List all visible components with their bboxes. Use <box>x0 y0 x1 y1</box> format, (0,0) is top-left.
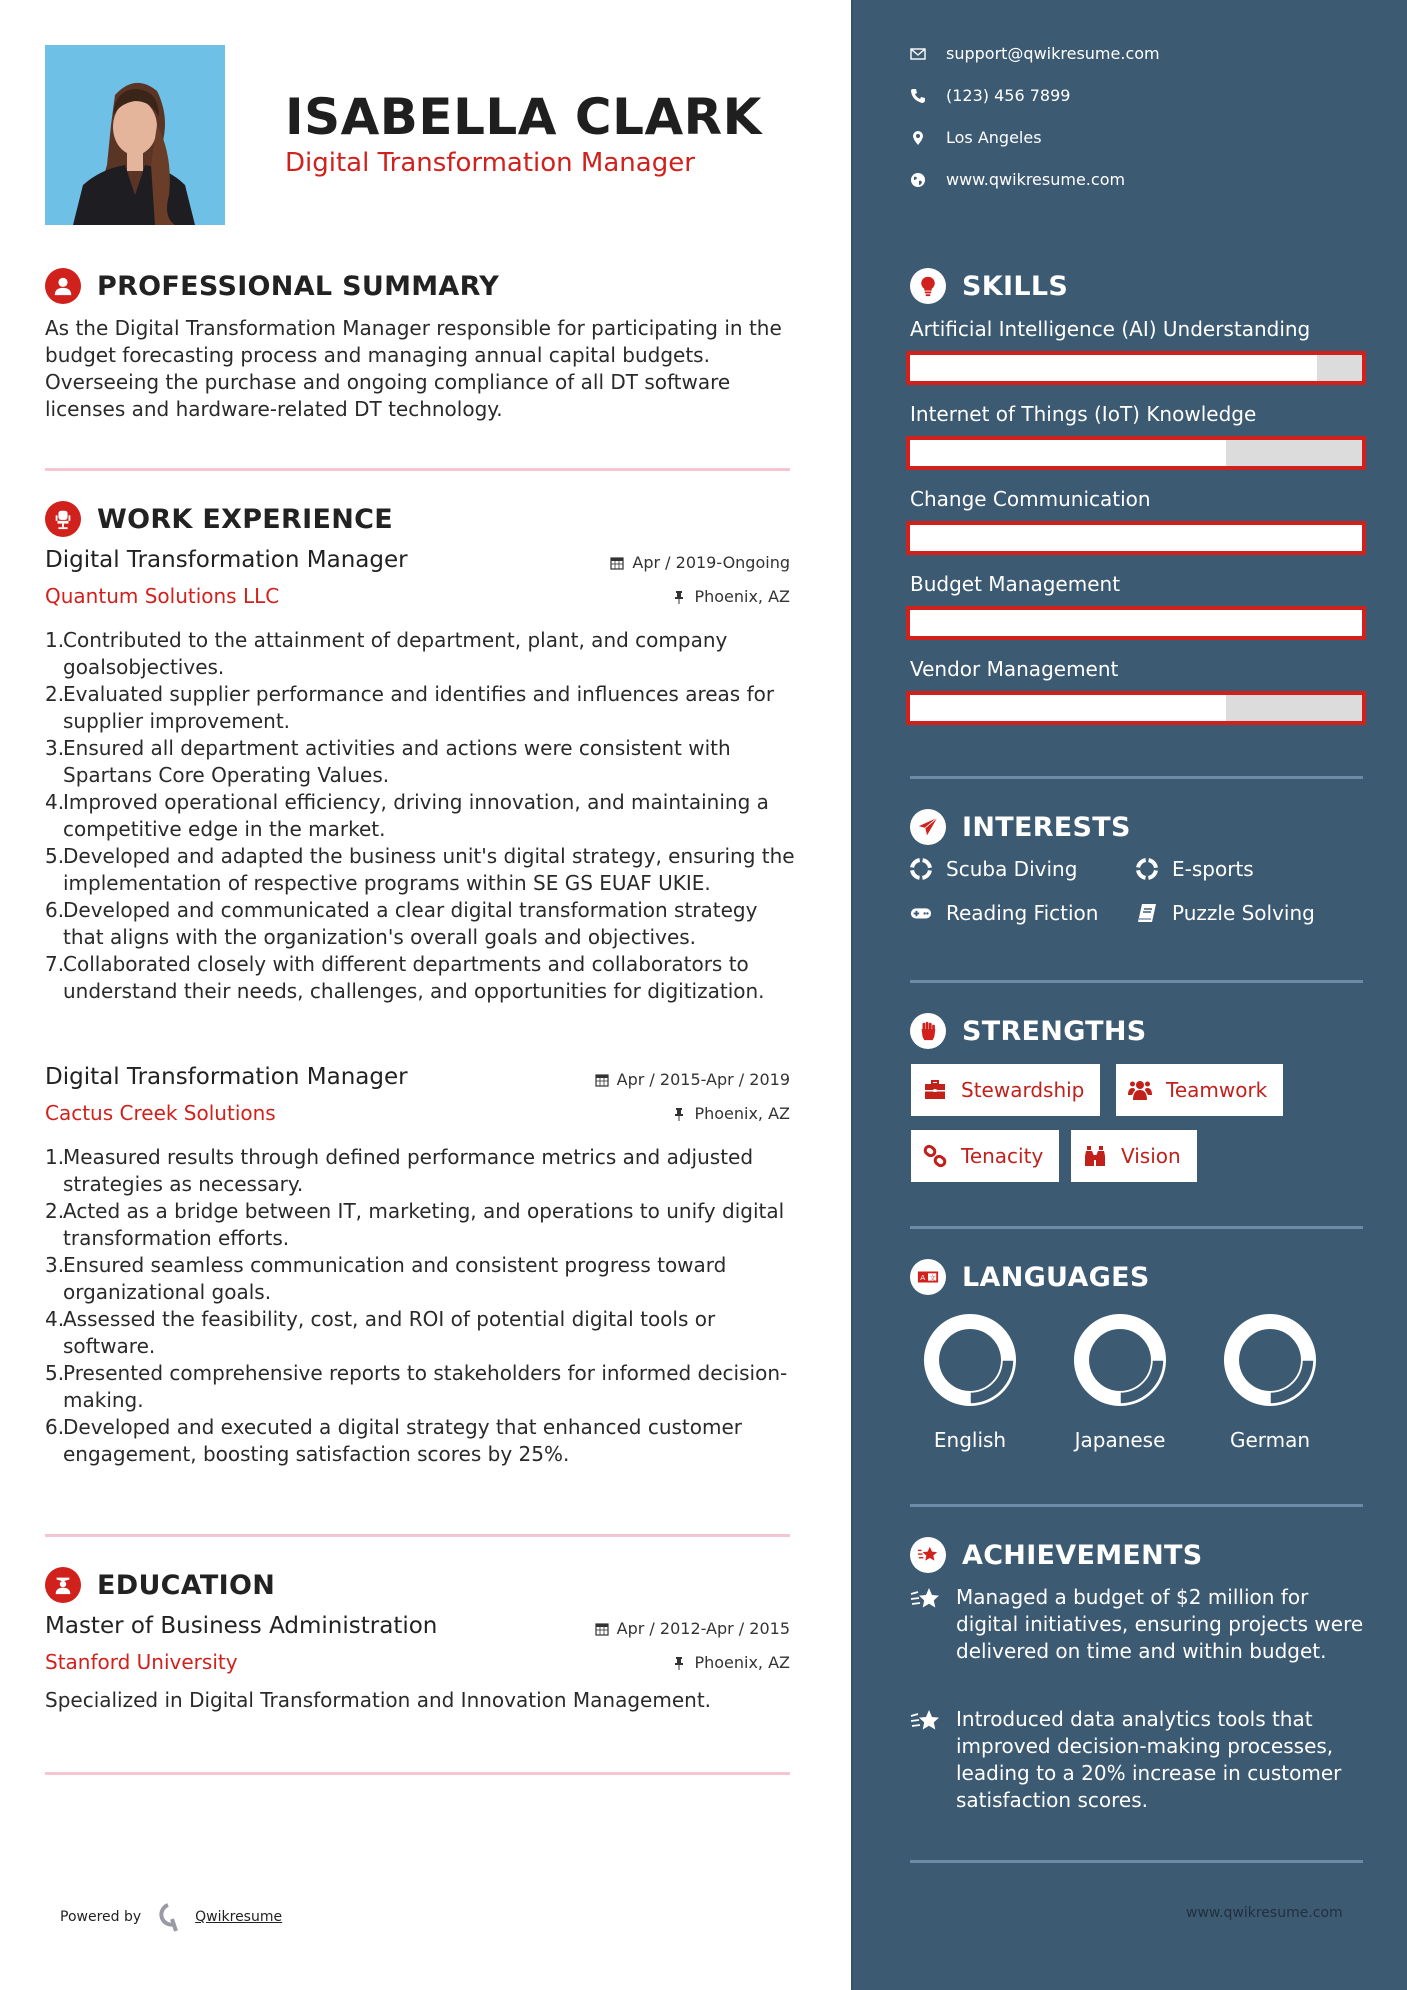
phone-icon <box>910 88 926 104</box>
interests-heading <box>910 809 1131 845</box>
language-label: German <box>1229 1428 1311 1452</box>
job-bullets <box>45 1144 795 1468</box>
bullet-item: 6. Developed and executed a digital strategy that enhanced customer engagement, boosting satisfaction scores by 25%. <box>45 1415 743 1466</box>
strength-tag <box>911 1064 1100 1116</box>
job-location <box>672 587 790 606</box>
skill-bar-fill <box>910 525 1362 551</box>
pushpin-icon <box>672 1656 686 1670</box>
briefcase-icon <box>923 1078 947 1102</box>
strength-tag <box>1116 1064 1283 1116</box>
job-bullets <box>45 627 795 1005</box>
achievement-item <box>910 1584 1370 1665</box>
bullet-item: 2. Acted as a bridge between IT, marketing, and operations to unify digital transformation efforts. <box>45 1199 785 1250</box>
star-icon <box>910 1708 940 1736</box>
calendar-icon <box>610 556 624 570</box>
bullet-item: 4. Assessed the feasibility, cost, and ROI of potential digital tools or software. <box>45 1307 716 1358</box>
summary-text: As the Digital Transformation Manager responsible for participating in the budget forecasting process and managing annual capital budgets. Overseeing the purchase and ongoing compliance of all DT software licenses and hardware-related DT technology. <box>45 316 782 421</box>
company-name: Cactus Creek Solutions <box>45 1101 276 1125</box>
strength-label: Vision <box>1121 1144 1181 1168</box>
skill-bar <box>906 436 1366 470</box>
language-label: English <box>933 1428 1007 1452</box>
strengths-heading <box>910 1013 1147 1049</box>
job-entry <box>45 547 795 1047</box>
language-label: Japanese <box>1074 1428 1166 1452</box>
skill-bar <box>906 691 1366 725</box>
job-dates-text: Apr / 2015-Apr / 2019 <box>616 1070 790 1089</box>
bullet-item: 6. Developed and communicated a clear digital transformation strategy that aligns with the organization's overall goals and objectives. <box>45 898 758 949</box>
lightbulb-icon <box>910 268 946 304</box>
interest-item <box>1136 901 1315 925</box>
education-location-text: Phoenix, AZ <box>694 1653 790 1672</box>
achievement-text: Managed a budget of $2 million for digital initiatives, ensuring projects were delivered on time and within budget. <box>956 1585 1364 1663</box>
language-donut <box>922 1312 1018 1408</box>
bullet-item: 4. Improved operational efficiency, driving innovation, and maintaining a competitive edge in the market. <box>45 790 769 841</box>
bullet-item: 5. Presented comprehensive reports to stakeholders for informed decision-making. <box>45 1361 788 1412</box>
language-donut <box>1222 1312 1318 1408</box>
skill-label: Internet of Things (IoT) Knowledge <box>910 402 1257 426</box>
bullet-item: 3. Ensured seamless communication and consistent progress toward organizational goals. <box>45 1253 727 1304</box>
achievement-text: Introduced data analytics tools that improved decision-making processes, leading to a 20% increase in customer satisfaction scores. <box>956 1707 1342 1812</box>
section-divider <box>45 468 790 471</box>
interest-item <box>1136 857 1254 881</box>
interests-heading-label: INTERESTS <box>962 811 1131 843</box>
skill-bar-fill <box>910 440 1226 466</box>
degree: Master of Business Administration <box>45 1613 438 1639</box>
section-divider <box>45 1772 790 1775</box>
graduate-icon <box>45 1567 81 1603</box>
interest-label: Scuba Diving <box>946 857 1078 881</box>
company-name: Quantum Solutions LLC <box>45 584 280 608</box>
interest-label: Reading Fiction <box>946 901 1099 925</box>
skill-label: Change Communication <box>910 487 1151 511</box>
email-text: support@qwikresume.com <box>946 44 1160 63</box>
skill-bar <box>906 351 1366 385</box>
education-dates <box>595 1619 790 1638</box>
job-title: Digital Transformation Manager <box>45 1064 408 1090</box>
contact-email[interactable] <box>910 44 1160 63</box>
skills-heading <box>910 268 1068 304</box>
calendar-icon <box>595 1622 609 1636</box>
strength-tag <box>911 1130 1059 1182</box>
profile-photo <box>45 45 225 225</box>
sidebar-divider <box>910 1226 1363 1229</box>
job-location-text: Phoenix, AZ <box>694 1104 790 1123</box>
languages-heading-label: LANGUAGES <box>962 1261 1150 1293</box>
skill-label: Vendor Management <box>910 657 1119 681</box>
powered-by-label: Powered by <box>60 1909 142 1925</box>
bullet-item: 7. Collaborated closely with different departments and collaborators to understand their needs, challenges, and opportunities for digitization. <box>45 952 765 1003</box>
achievement-item <box>910 1706 1370 1814</box>
candidate-name: ISABELLA CLARK <box>285 88 762 146</box>
qwikresume-link[interactable]: Qwikresume <box>195 1909 283 1925</box>
language-item <box>1210 1312 1330 1452</box>
education-description: Specialized in Digital Transformation and Innovation Management. <box>45 1688 712 1712</box>
summary-heading-label: PROFESSIONAL SUMMARY <box>97 270 500 302</box>
chair-icon <box>45 501 81 537</box>
job-dates <box>595 1070 790 1089</box>
interest-label: E-sports <box>1172 857 1254 881</box>
strengths-heading-label: STRENGTHS <box>962 1015 1147 1047</box>
sidebar-divider <box>910 980 1363 983</box>
job-title: Digital Transformation Manager <box>45 547 408 573</box>
globe-icon <box>910 172 926 188</box>
languages-heading <box>910 1259 1150 1295</box>
fist-icon <box>910 1013 946 1049</box>
skill-bar-fill <box>910 695 1226 721</box>
svg-text:A: A <box>920 1273 926 1283</box>
phone-text: (123) 456 7899 <box>946 86 1071 105</box>
strength-label: Teamwork <box>1166 1078 1268 1102</box>
footer-url[interactable]: www.qwikresume.com <box>1186 1905 1343 1921</box>
team-icon <box>1128 1078 1152 1102</box>
language-item <box>1060 1312 1180 1452</box>
binoculars-icon <box>1083 1144 1107 1168</box>
experience-heading <box>45 501 393 537</box>
website-text: www.qwikresume.com <box>946 170 1126 189</box>
book-icon <box>1136 902 1158 924</box>
star-icon <box>910 1586 940 1614</box>
contact-location <box>910 128 1042 147</box>
sidebar-divider <box>910 1504 1363 1507</box>
sidebar-divider <box>910 1860 1363 1863</box>
gamepad-icon <box>910 902 932 924</box>
skill-label: Artificial Intelligence (AI) Understanding <box>910 317 1311 341</box>
skill-bar <box>906 521 1366 555</box>
star-award-icon <box>910 1537 946 1573</box>
contact-phone[interactable] <box>910 86 1070 105</box>
bullet-item: 1. Measured results through defined performance metrics and adjusted strategies as necessary. <box>45 1145 754 1196</box>
pushpin-icon <box>672 590 686 604</box>
bullet-item: 2. Evaluated supplier performance and identifies and influences areas for supplier improvement. <box>45 682 775 733</box>
achievements-heading <box>910 1537 1203 1573</box>
skill-bar <box>906 606 1366 640</box>
skill-label: Budget Management <box>910 572 1121 596</box>
paper-plane-icon <box>910 809 946 845</box>
svg-text:文: 文 <box>929 1273 936 1282</box>
job-location <box>672 1104 790 1123</box>
interest-label: Puzzle Solving <box>1172 901 1315 925</box>
school-name: Stanford University <box>45 1650 238 1674</box>
language-donut <box>1072 1312 1168 1408</box>
link-icon <box>923 1144 947 1168</box>
translate-icon <box>910 1259 946 1295</box>
experience-heading-label: WORK EXPERIENCE <box>97 503 393 535</box>
map-marker-icon <box>910 130 926 146</box>
envelope-icon <box>910 46 926 62</box>
achievements-heading-label: ACHIEVEMENTS <box>962 1539 1203 1571</box>
powered-by <box>60 1902 282 1932</box>
calendar-icon <box>595 1073 609 1087</box>
location-text: Los Angeles <box>946 128 1042 147</box>
person-photo-icon <box>45 45 225 225</box>
interest-item <box>910 901 1098 925</box>
education-location <box>672 1653 790 1672</box>
education-heading <box>45 1567 275 1603</box>
interest-item <box>910 857 1077 881</box>
section-divider <box>45 1534 790 1537</box>
skills-heading-label: SKILLS <box>962 270 1069 302</box>
life-ring-icon <box>1136 858 1158 880</box>
strength-label: Stewardship <box>961 1078 1085 1102</box>
job-entry <box>45 1064 790 1484</box>
bullet-item: 1. Contributed to the attainment of department, plant, and company goalsobjectives. <box>45 628 728 679</box>
skill-bar-fill <box>910 355 1317 381</box>
strength-tag <box>1071 1130 1197 1182</box>
strength-label: Tenacity <box>961 1144 1044 1168</box>
job-location-text: Phoenix, AZ <box>694 587 790 606</box>
qwikresume-logo-icon <box>155 1902 181 1932</box>
life-ring-icon <box>910 858 932 880</box>
language-item <box>910 1312 1030 1452</box>
contact-website[interactable] <box>910 170 1125 189</box>
job-dates <box>610 553 790 572</box>
summary-heading <box>45 268 499 304</box>
education-entry <box>45 1613 790 1733</box>
education-heading-label: EDUCATION <box>97 1569 276 1601</box>
sidebar-divider <box>910 776 1363 779</box>
job-dates-text: Apr / 2019-Ongoing <box>632 553 790 572</box>
bullet-item: 3. Ensured all department activities and actions were consistent with Spartans Core Operating Values. <box>45 736 731 787</box>
education-dates-text: Apr / 2012-Apr / 2015 <box>616 1619 790 1638</box>
pushpin-icon <box>672 1107 686 1121</box>
skill-bar-fill <box>910 610 1362 636</box>
user-icon <box>45 268 81 304</box>
candidate-title: Digital Transformation Manager <box>285 148 695 178</box>
bullet-item: 5. Developed and adapted the business unit's digital strategy, ensuring the implementation of respective programs within SE GS EUAF UKIE. <box>45 844 795 895</box>
